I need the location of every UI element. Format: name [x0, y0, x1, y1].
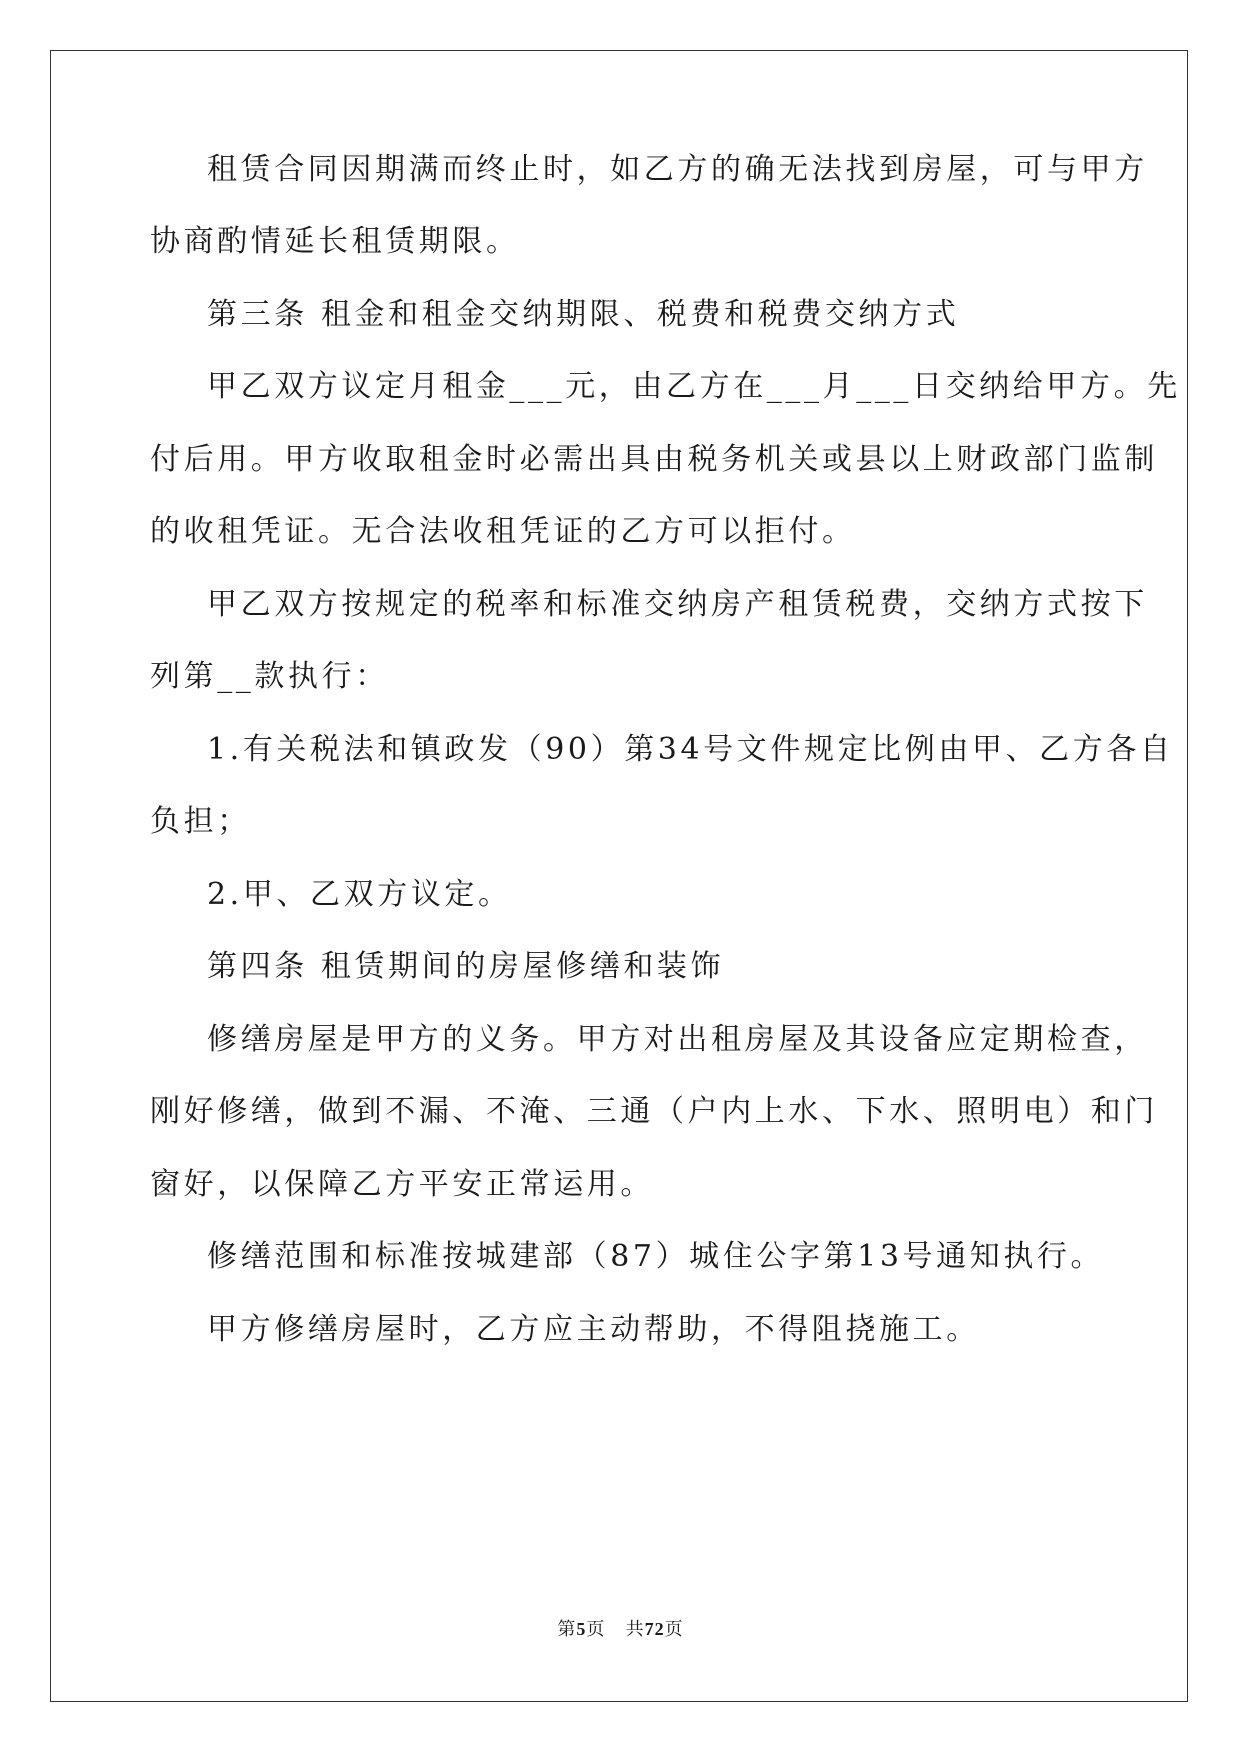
total-suffix: 页 — [664, 1619, 684, 1640]
list-item: 负担； — [150, 804, 251, 839]
total-prefix: 共 — [625, 1619, 645, 1640]
paragraph-line: 修缮范围和标准按城建部（87）城住公字第13号通知执行。 — [207, 1239, 1105, 1274]
paragraph-line: 甲方修缮房屋时，乙方应主动帮助，不得阻挠施工。 — [207, 1312, 980, 1347]
paragraph-line: 租赁合同因期满而终止时，如乙方的确无法找到房屋，可与甲方 — [207, 152, 1148, 187]
paragraph-line: 甲乙双方议定月租金___元，由乙方在___月___日交纳给甲方。先 — [207, 369, 1181, 404]
list-item: 2.甲、乙双方议定。 — [207, 877, 512, 912]
page-prefix: 第 — [557, 1619, 577, 1640]
page-footer — [0, 1615, 1241, 1641]
paragraph-line: 列第__款执行： — [150, 659, 389, 694]
list-item: 1.有关税法和镇政发（90）第34号文件规定比例由甲、乙方各自 — [207, 732, 1174, 767]
article-heading: 第三条 租金和租金交纳期限、税费和税费交纳方式 — [207, 297, 960, 332]
paragraph-line: 刚好修缮，做到不漏、不淹、三通（户内上水、下水、照明电）和门 — [150, 1094, 1158, 1129]
paragraph-line: 修缮房屋是甲方的义务。甲方对出租房屋及其设备应定期检查， — [207, 1022, 1148, 1057]
paragraph-line: 付后用。甲方收取租金时必需出具由税务机关或县以上财政部门监制 — [150, 442, 1158, 477]
total-pages: 72 — [644, 1619, 665, 1639]
paragraph-line: 窗好，以保障乙方平安正常运用。 — [150, 1167, 654, 1202]
paragraph-line: 甲乙双方按规定的税率和标准交纳房产租赁税费，交纳方式按下 — [207, 587, 1148, 622]
paragraph-line: 协商酌情延长租赁期限。 — [150, 224, 520, 259]
page-number: 5 — [576, 1619, 587, 1639]
article-heading: 第四条 租赁期间的房屋修缮和装饰 — [207, 949, 725, 984]
paragraph-line: 的收租凭证。无合法收租凭证的乙方可以拒付。 — [150, 514, 856, 549]
page-suffix: 页 — [586, 1619, 606, 1640]
